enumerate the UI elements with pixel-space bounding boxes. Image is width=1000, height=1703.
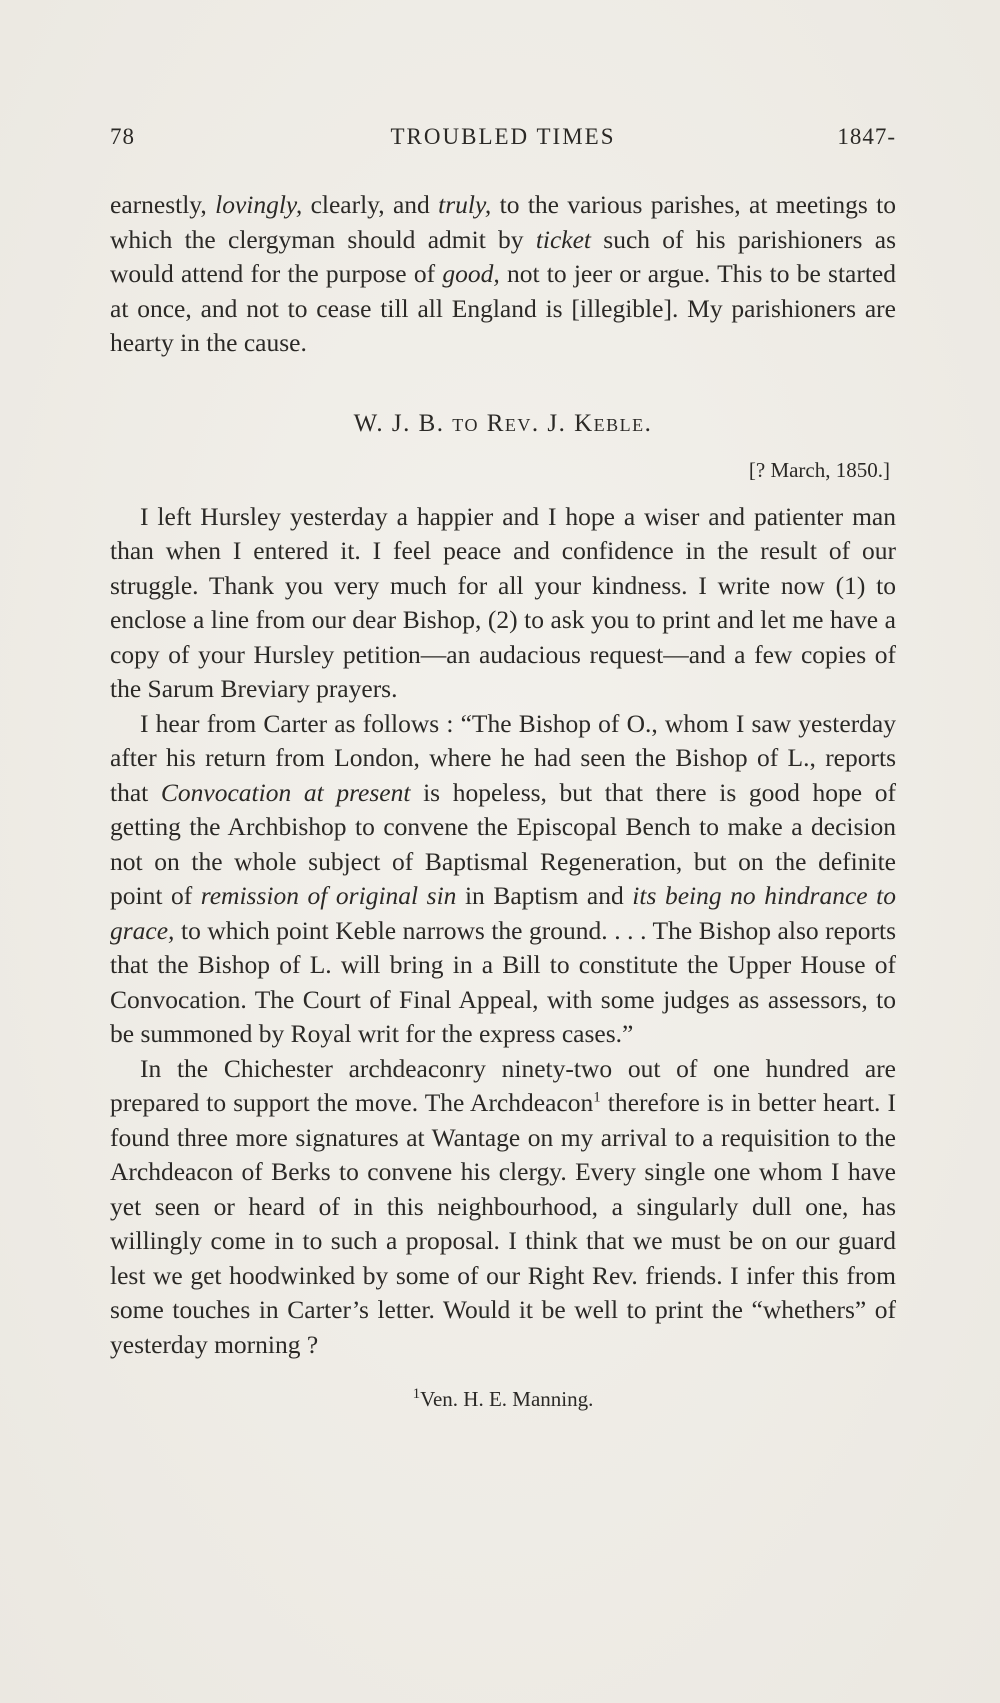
footnote-reference: 1: [593, 1089, 601, 1106]
running-header: [110, 124, 896, 160]
continuation-paragraph: earnestly, lovingly, clearly, and truly, to the various parishes, at meetings to which the clergyman should admit by ticket such of his parishioners as would attend for the purpose of good, not to jeer or argue. This to be started at once, and not to cease till all England is [illegible]. My parishioners are hearty in the cause.: [110, 190, 897, 357]
running-title: TROUBLED TIMES: [390, 124, 616, 149]
letter-paragraph-3: In the Chichester archdeaconry ninety-two out of one hundred are prepared to support the move. The Archdeacon$^1$ therefore is in better heart. I found three more signatures at Wantage on my arrival to a requisition to the Archdeacon of Berks to convene his clergy. Every single one whom I have yet seen or heard of in this neighbourhood, a singularly dull one, has willingly come in to such a proposal. I think that we must be on our guard lest we get hoodwinked by some of our Right Rev. friends. I infer this from some touches in Carter’s letter. Would it be well to print the “whethers” of yesterday morning ?: [110, 1053, 896, 1359]
page-body: [110, 188, 896, 1417]
letter-paragraph-1: I left Hursley yesterday a happier and I hope a wiser and patienter man than when I entered it. I feel peace and confidence in the result of our struggle. Thank you very much for all your kindness. I write now (1) to enclose a line from our dear Bishop, (2) to ask you to print and let me have a copy of your Hursley petition—an audacious request—and a few copies of the Sarum Breviary prayers.: [110, 501, 896, 703]
header-year: 1847-: [837, 124, 896, 149]
letter-paragraph-2: I hear from Carter as follows : “The Bishop of O., whom I saw yesterday after his return from London, where he had seen the Bishop of L., reports that Convocation at present is hopeless, but that there is good hope of getting the Archbishop to convene the Episcopal Bench to make a decision not on the whole subject of Baptismal Regeneration, but on the definite point of remission of original sin in Baptism and its being no hindrance to grace, to which point Keble narrows the ground. . . . The Bishop also reports that the Bishop of L. will bring in a Bill to constitute the Upper House of Convocation. The Court of Final Appeal, with some judges as assessors, to be summoned by Royal writ for the express cases.”: [110, 708, 896, 1048]
letter-heading: W. J. B. to Rev. J. Keble.: [353, 409, 653, 437]
footnote: $^1$Ven. H. E. Manning.: [412, 1386, 594, 1411]
footnote-mark: 1: [412, 1386, 421, 1402]
page-number: 78: [110, 124, 135, 149]
letter-date: [? March, 1850.]: [748, 458, 890, 482]
